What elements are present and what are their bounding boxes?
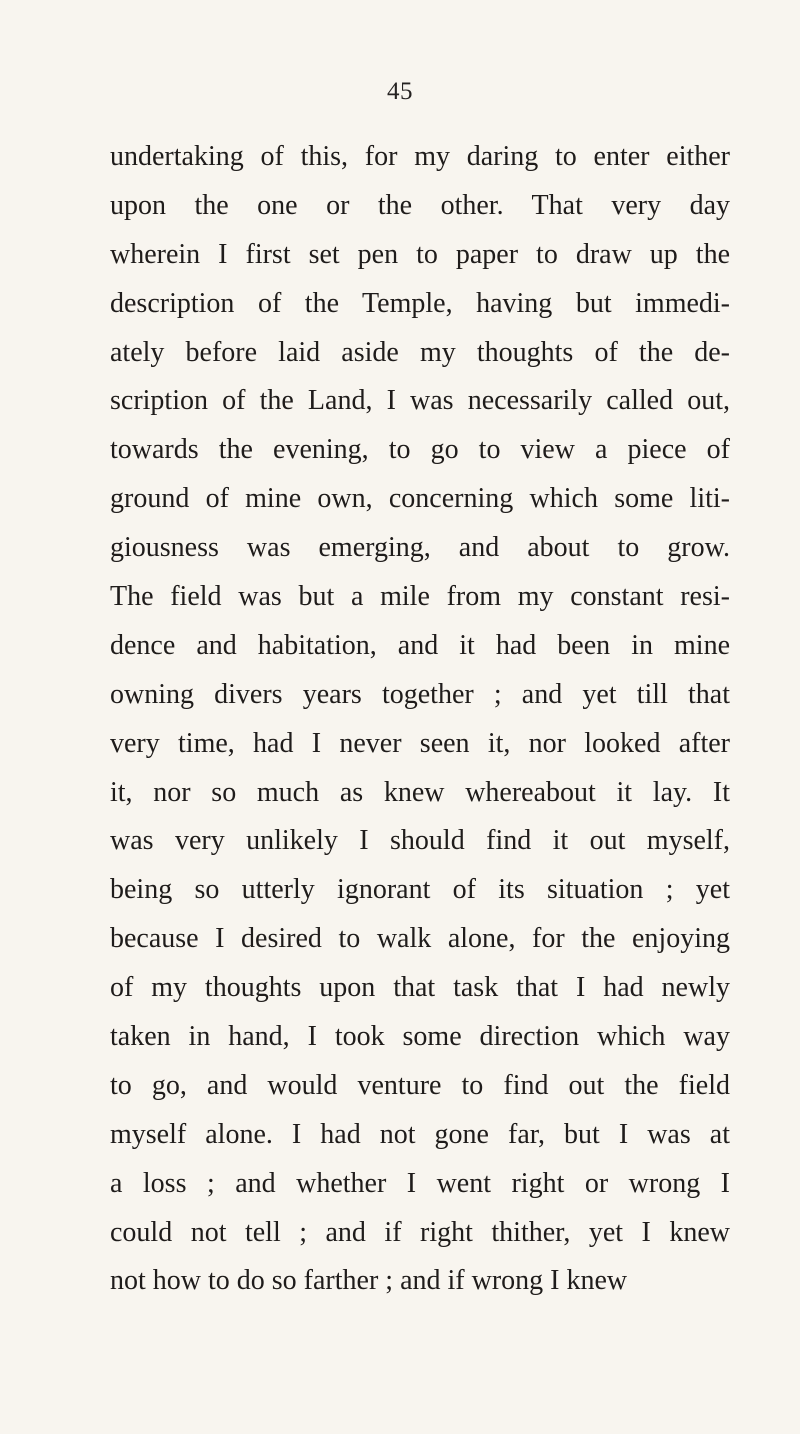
text-line: taken in hand, I took some direction which way <box>110 1021 730 1053</box>
text-line: upon the one or the other. That very day <box>110 189 730 221</box>
body-text <box>110 133 730 1306</box>
text-line: not how to do so farther ; and if wrong I knew <box>110 1265 628 1297</box>
text-line: undertaking of this, for my daring to enter either <box>110 141 730 172</box>
text-line: ground of mine own, concerning which some liti- <box>110 483 730 515</box>
text-line: The field was but a mile from my constant resi- <box>110 581 730 613</box>
text-line: description of the Temple, having but immedi- <box>110 287 730 319</box>
text-line: of my thoughts upon that task that I had newly <box>110 972 730 1004</box>
text-line: it, nor so much as knew whereabout it lay. It <box>110 776 730 808</box>
text-line: to go, and would venture to find out the field <box>110 1069 730 1101</box>
text-line: myself alone. I had not gone far, but I was at <box>110 1118 730 1150</box>
text-line: wherein I first set pen to paper to draw up the <box>110 238 730 270</box>
text-line: being so utterly ignorant of its situation ; yet <box>110 874 730 906</box>
text-line: scription of the Land, I was necessarily called out, <box>110 385 730 417</box>
text-line: very time, had I never seen it, nor looked after <box>110 727 730 759</box>
text-line: ately before laid aside my thoughts of the de- <box>110 336 730 368</box>
text-line: a loss ; and whether I went right or wrong I <box>110 1167 730 1199</box>
text-line: owning divers years together ; and yet till that <box>110 678 730 710</box>
text-line: was very unlikely I should find it out myself, <box>110 825 730 857</box>
page-number: 45 <box>387 78 413 105</box>
text-line: giousness was emerging, and about to grow. <box>110 532 730 564</box>
text-line: because I desired to walk alone, for the enjoying <box>110 923 730 955</box>
text-line: could not tell ; and if right thither, yet I knew <box>110 1216 730 1248</box>
text-line: dence and habitation, and it had been in mine <box>110 629 730 661</box>
text-line: towards the evening, to go to view a piece of <box>110 434 730 466</box>
